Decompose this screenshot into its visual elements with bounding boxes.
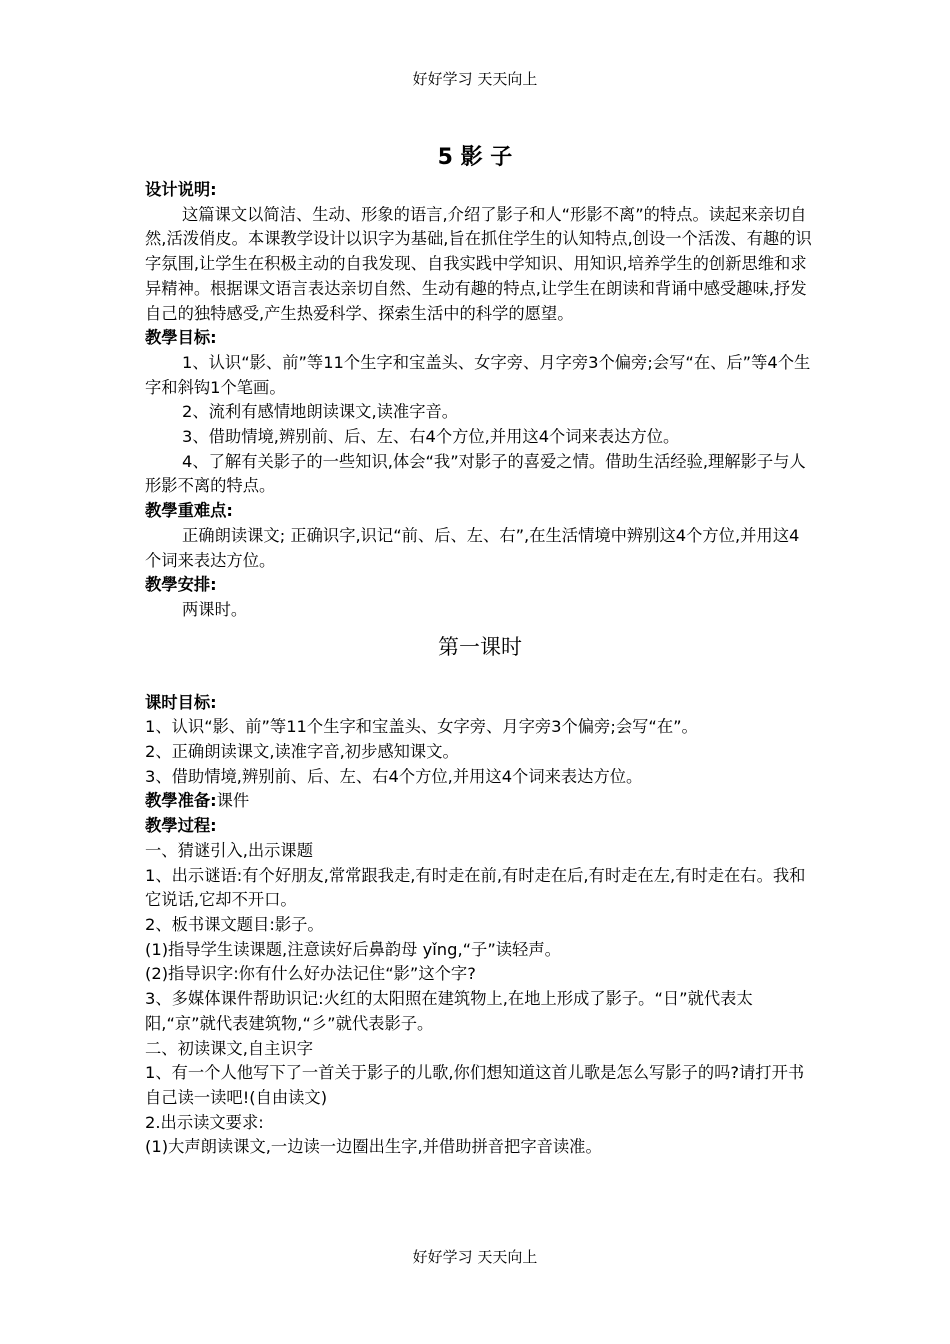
- goal-item: 2、流利有感情地朗读课文,读准字音。: [182, 402, 459, 422]
- goals-heading: 教學目标:: [145, 328, 217, 348]
- document-body: [145, 178, 815, 1160]
- lesson1-goal: 1、认识“影、前”等11个生字和宝盖头、女字旁、月字旁3个偏旁;会写“在”。: [145, 717, 698, 737]
- prep-text: 课件: [216, 791, 250, 811]
- goal-item: 3、借助情境,辨别前、后、左、右4个方位,并用这4个词来表达方位。: [182, 427, 680, 447]
- prep-line: [145, 789, 815, 814]
- lesson-title: 5 影 子: [437, 145, 513, 170]
- process-heading: 教學过程:: [145, 816, 217, 836]
- arrange-heading: 教學安排:: [145, 575, 217, 595]
- goal-item: 4、了解有关影子的一些知识,体会“我”对影子的喜爱之情。借助生活经验,理解影子与人形影不离的特点。: [145, 451, 806, 496]
- lesson1-goal: 2、正确朗读课文,读准字音,初步感知课文。: [145, 742, 459, 762]
- process-item: 1、出示谜语:有个好朋友,常常跟我走,有时走在前,有时走在后,有时走在左,有时走在右。我和它说话,它却不开口。: [145, 865, 806, 910]
- process-item: 2.出示读文要求:: [145, 1112, 264, 1132]
- page-footer: 好好学习 天天向上: [412, 1248, 538, 1266]
- goal-item: 1、认识“影、前”等11个生字和宝盖头、女字旁、月字旁3个偏旁;会写“在、后”等4个生字和斜钩1个笔画。: [145, 352, 811, 397]
- design-text: 这篇课文以简洁、生动、形象的语言,介绍了影子和人“形影不离”的特点。读起来亲切自然,活泼俏皮。本课教学设计以识字为基础,旨在抓住学生的认知特点,创设一个活泼、有趣的识字氛围,让学生在积极主动的自我发现、自我实践中学知识、用知识,培养学生的创新思维和求异精神。根据课文语言表达亲切自然、生动有趣的特点,让学生在朗读和背诵中感受趣味,抒发自己的独特感受,产生热爱科学、探索生活中的科学的愿望。: [145, 204, 812, 323]
- page-header: 好好学习 天天向上: [412, 70, 538, 88]
- key-text: 正确朗读课文; 正确识字,识记“前、后、左、右”,在生活情境中辨别这4个方位,并用这4个词来表达方位。: [145, 525, 800, 570]
- lesson1-title: 第一课时: [438, 634, 522, 659]
- lesson1-goal: 3、借助情境,辨别前、后、左、右4个方位,并用这4个词来表达方位。: [145, 766, 643, 786]
- arrange-text: 两课时。: [182, 599, 248, 619]
- process-item: 2、板书课文题目:影子。: [145, 914, 324, 934]
- process-item: 二、初读课文,自主识字: [145, 1038, 313, 1058]
- process-item: (2)指导识字:你有什么好办法记住“影”这个字?: [145, 964, 476, 984]
- design-heading: 设计说明:: [145, 180, 217, 199]
- key-heading: 教學重难点:: [145, 501, 233, 521]
- process-item: 一、猜谜引入,出示课题: [145, 840, 313, 860]
- process-item: 1、有一个人他写下了一首关于影子的儿歌,你们想知道这首儿歌是怎么写影子的吗?请打开书自己读一读吧!(自由读文): [145, 1063, 805, 1107]
- prep-heading: 教學准备:: [145, 791, 217, 811]
- lesson1-goals-heading: 课时目标:: [145, 692, 217, 712]
- process-item: 3、多媒体课件帮助识记:火红的太阳照在建筑物上,在地上形成了影子。“日”就代表太阳,“京”就代表建筑物,“彡”就代表影子。: [145, 989, 753, 1033]
- process-item: (1)指导学生读课题,注意读好后鼻韵母 yǐng,“子”读轻声。: [145, 939, 561, 959]
- process-item: (1)大声朗读课文,一边读一边圈出生字,并借助拼音把字音读准。: [145, 1137, 602, 1157]
